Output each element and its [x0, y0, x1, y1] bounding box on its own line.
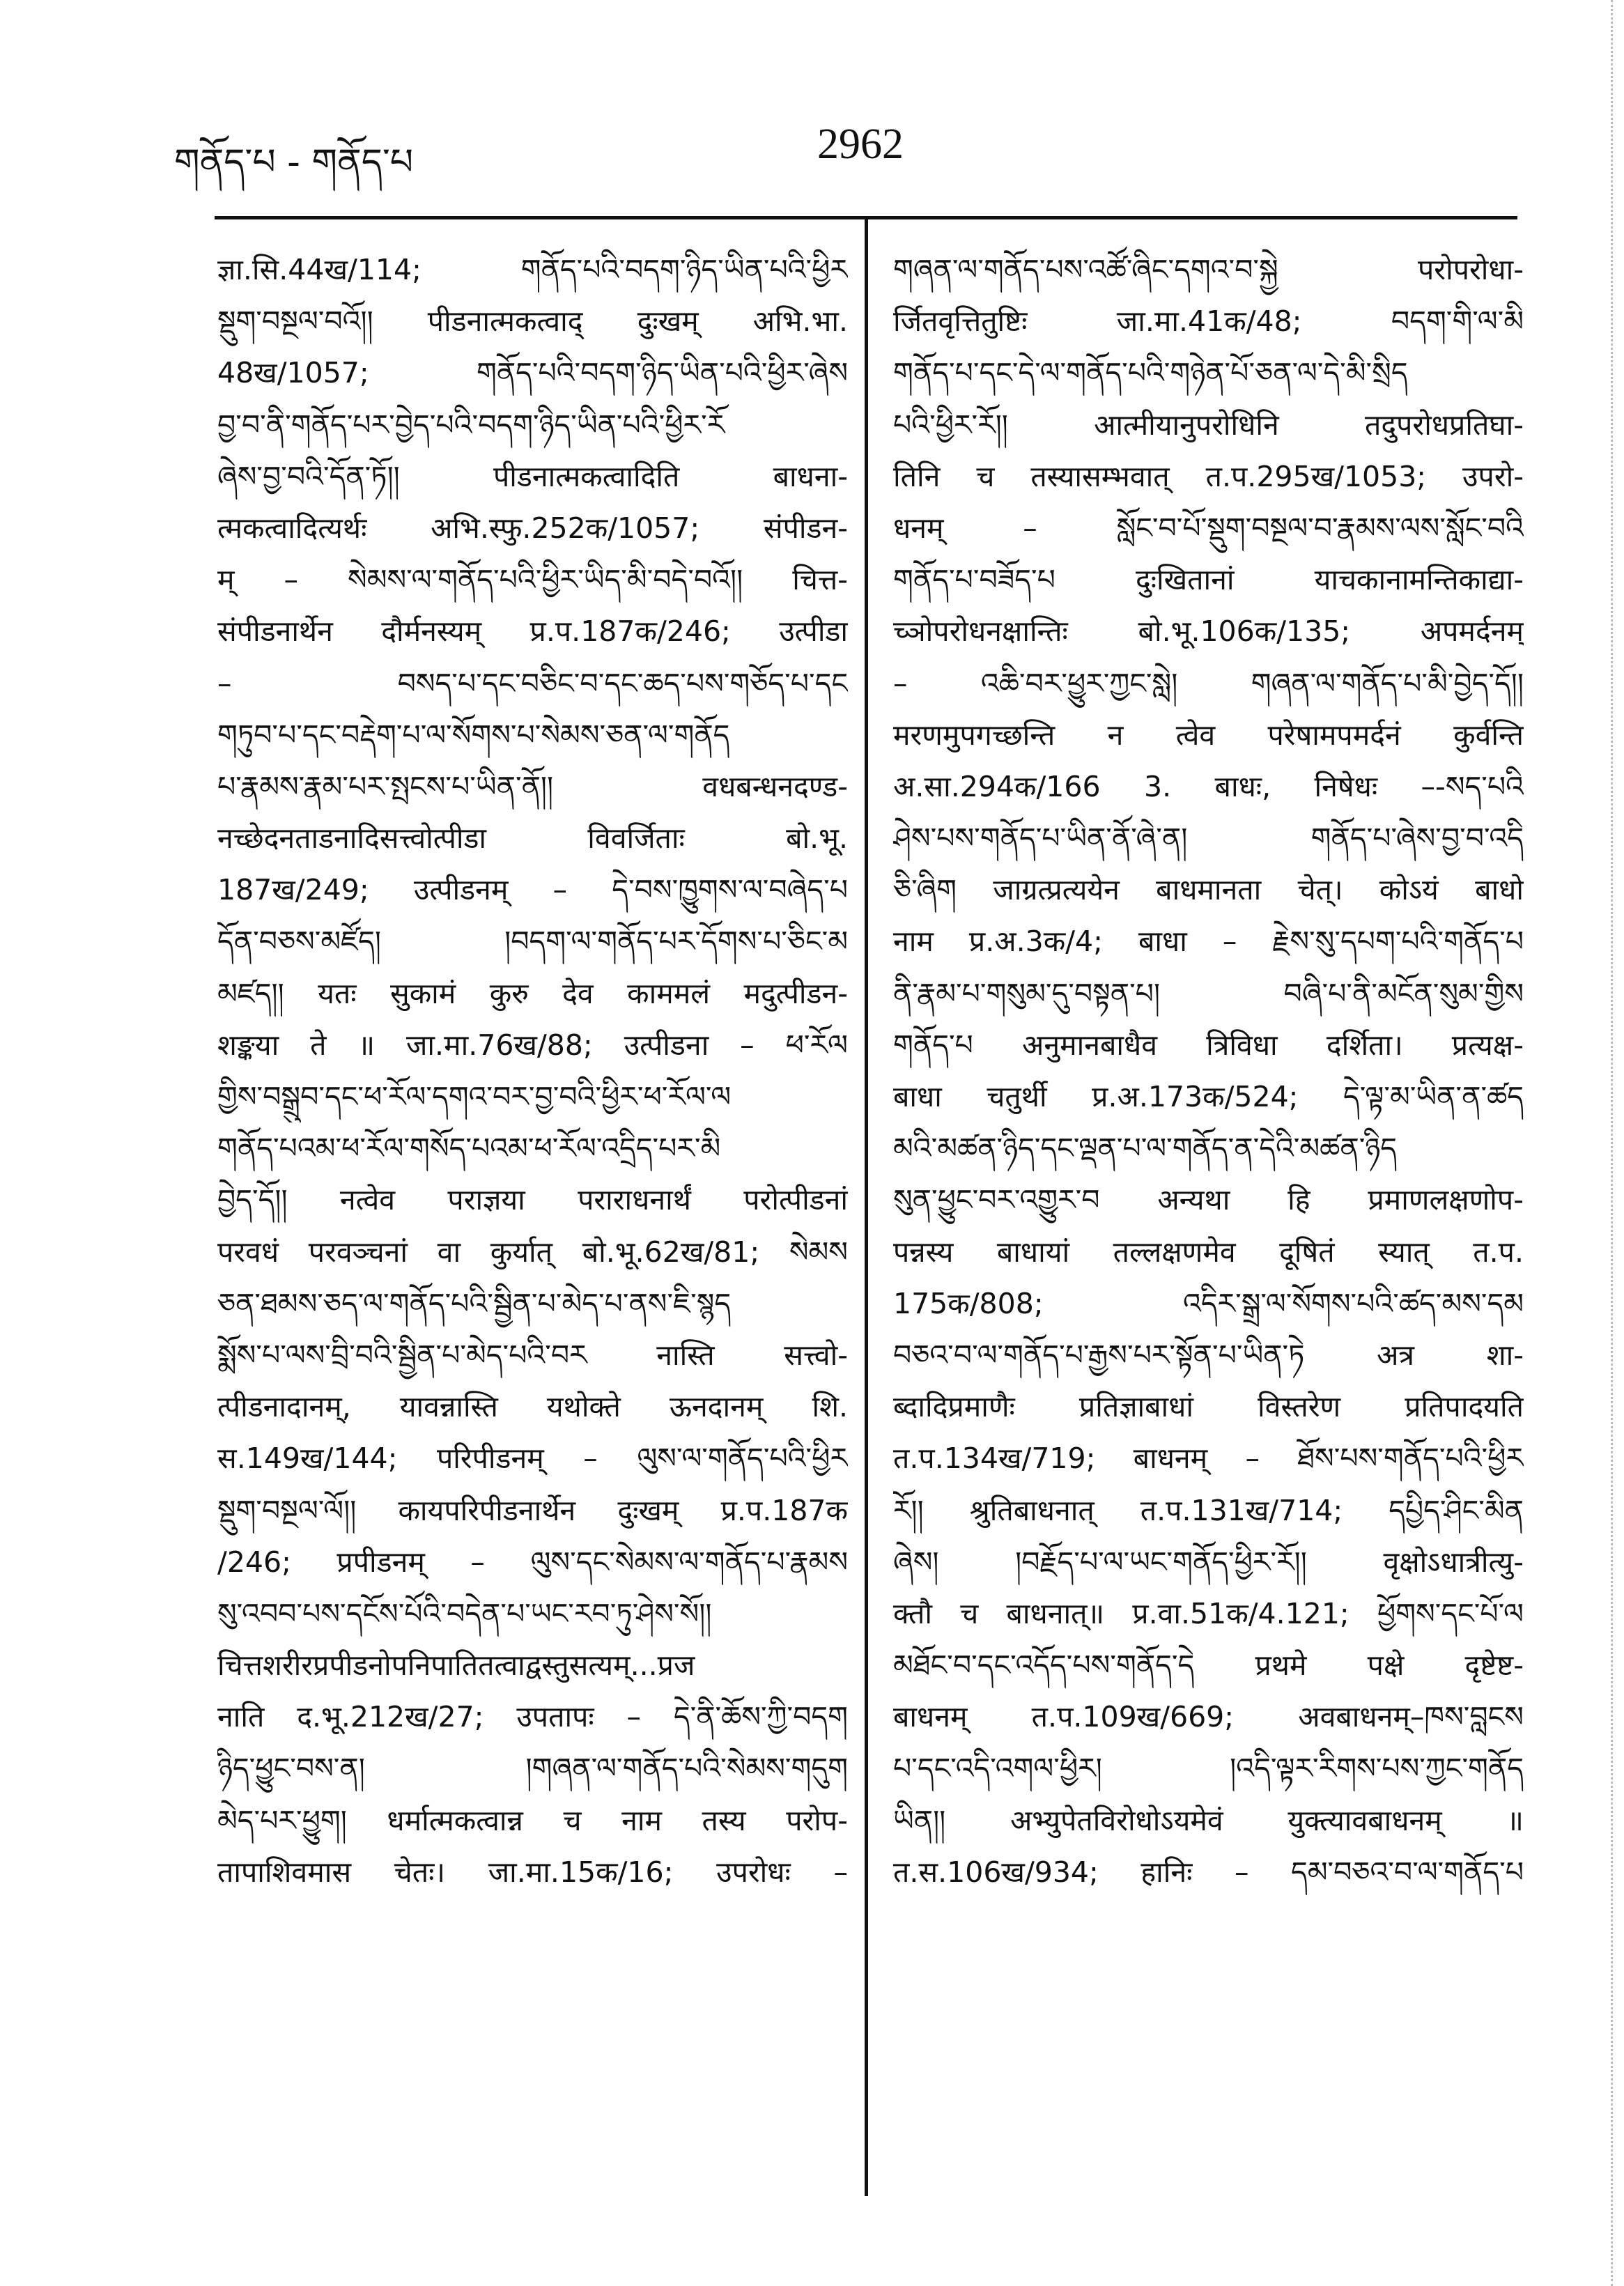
text-line: ཤེས་པས་གནོད་པ་ཡིན་ནོ་ཞེ་ན། གནོད་པ་ཞེས་བྱ་བ་འདི	[893, 821, 1524, 856]
text-line: 48ख/1057; གནོད་པའི་བདག་ཉིད་ཡིན་པའི་ཕྱིར་ཞེས	[217, 356, 848, 390]
text-line: གནོད་པ་དང་དེ་ལ་གནོད་པའི་གཉེན་པོ་ཅན་ལ་དེ་མི་སྲིད	[893, 356, 1408, 390]
text-line: /246; प्रपीडनम् – ལུས་དང་སེམས་ལ་གནོད་པ་རྣམས	[217, 1545, 848, 1579]
text-line: རོ།། श्रुतिबाधनात् त.प.131ख/714; དཔྱིད་ཤིང་མིན	[893, 1493, 1524, 1527]
text-line: པ་དང་འདི་འགལ་ཕྱིར། །འདི་ལྟར་རིགས་པས་ཀྱང་གནོད	[893, 1752, 1524, 1786]
text-line: त्पीडनादानम्, यावन्नास्ति यथोक्ते ऊनदानम् शि.	[217, 1390, 848, 1424]
text-line: मरणमुपगच्छन्ति न त्वेव परेषामपमर्दनं कुर्वन्ति	[893, 718, 1524, 752]
text-line: པ་རྣམས་རྣམ་པར་སྤངས་པ་ཡིན་ནོ།། वधबन्धनदण्ड-	[217, 769, 848, 803]
text-line: म् – སེམས་ལ་གནོད་པའི་ཕྱིར་ཡིད་མི་བདེ་བའོ།། चित्त-	[217, 563, 848, 597]
text-line: བཅའ་བ་ལ་གནོད་པ་རྒྱས་པར་སྟོན་པ་ཡིན་ཏེ अत्र शा-	[893, 1338, 1524, 1372]
text-line: ཅི་ཞིག जाग्रत्प्रत्ययेन बाधमानता चेत्। कोऽयं बाधो	[893, 873, 1524, 907]
text-line: གཞན་ལ་གནོད་པས་འཚོ་ཞིང་དགའ་བ་སྐྱེ परोपरोधा-	[893, 253, 1524, 286]
text-line: बाधा चतुर्थी प्र.अ.173क/524; དེ་ལྟ་མ་ཡིན་ན་ཚད	[893, 1080, 1524, 1113]
text-line: ཅན་ཐམས་ཅད་ལ་གནོད་པའི་སྦྱིན་པ་མེད་པ་ནས་ཇི་སྙད	[217, 1286, 732, 1320]
text-line: སུ་འབབ་པས་དངོས་པོའི་བདེན་པ་ཡང་རབ་ཏུ་ཤེས་སོ།།	[217, 1596, 712, 1630]
text-line: क्तौ च बाधनात्॥ प्र.वा.51क/4.121; ཕྱོགས་དང་པོ་ལ	[893, 1596, 1524, 1630]
text-line: नाति द.भू.212ख/27; उपतापः – དེ་ནི་ཆོས་ཀྱི་བདག	[217, 1700, 848, 1734]
text-line: स.149ख/144; परिपीडनम् – ལུས་ལ་གནོད་པའི་ཕྱིར	[217, 1442, 848, 1476]
text-line: མཐོང་བ་དང་འདོད་པས་གནོད་དེ प्रथमे पक्षे दृष्टेष्ट-	[893, 1648, 1524, 1683]
binding-edge	[1611, 0, 1613, 2286]
text-line: མཛད།། यतः सुकामं कुरु देव काममलं मदुत्पीडन-	[217, 976, 848, 1010]
text-line: परवधं परवञ्चनां वा कुर्यात् बो.भू.62ख/81; སེམས	[217, 1235, 848, 1269]
text-line: ཞེས་བྱ་བའི་དོན་ཏོ།། पीडनात्मकत्वादिति बाधना-	[217, 459, 848, 493]
page-number: 2962	[817, 121, 904, 168]
text-line: चित्तशरीरप्रपीडनोपनिपातितत्वाद्वस्तुसत्यम्...प्रज	[217, 1648, 695, 1683]
text-line: གནོད་པའམ་ཕ་རོལ་གསོད་པའམ་ཕ་རོལ་འདྲིད་པར་མི	[217, 1132, 721, 1166]
text-line: སྡུག་བསྔལ་ལོ།། कायपरिपीडनार्थेन दुःखम् प्र.प.187क	[217, 1493, 848, 1527]
text-line: ཡིན།། अभ्युपेतविरोधोऽयमेवं युक्त्यावबाधनम् ॥	[893, 1803, 1524, 1837]
text-line: བྱ་བ་ནི་གནོད་པར་བྱེད་པའི་བདག་ཉིད་ཡིན་པའི་ཕྱིར་རོ	[217, 408, 725, 442]
text-line: གྱིས་བསྒྲུབ་དང་ཕ་རོལ་དགའ་བར་བྱ་བའི་ཕྱིར་ཕ་རོལ་ལ	[217, 1080, 732, 1113]
text-line: 187ख/249; उत्पीडनम् – དེ་བས་ཁྱུགས་ལ་བཞེད་པ	[217, 873, 848, 907]
text-line: གཏུབ་པ་དང་བརྡེག་པ་ལ་སོགས་པ་སེམས་ཅན་ལ་གནོད	[217, 718, 730, 752]
text-line: ज्ञा.सि.44ख/114; གནོད་པའི་བདག་ཉིད་ཡིན་པའི་ཕྱིར	[217, 253, 848, 286]
text-line: པའི་ཕྱིར་རོ།། आत्मीयानुपरोधिनि तदुपरोधप्रतिघा-	[893, 408, 1524, 442]
text-line: तिनि च तस्यासम्भवात् त.प.295ख/1053; उपरो-	[893, 459, 1524, 493]
text-line: ཞེས། །བརྗོད་པ་ལ་ཡང་གནོད་ཕྱིར་རོ།། वृक्षोऽधात्रीत्यु-	[893, 1545, 1524, 1579]
text-line: अ.सा.294क/166 3. बाधः, निषेधः –-སད་པའི	[893, 769, 1524, 803]
text-line: नाम प्र.अ.3क/4; बाधा – རྗེས་སུ་དཔག་པའི་གནོད་པ	[893, 925, 1524, 959]
text-line: མེད་པར་ཕྱུག། धर्मात्मकत्वान्न च नाम तस्य परोप-	[217, 1803, 848, 1837]
text-line: བྱེད་དོ།། नत्वेव पराज्ञया पराराधनार्थं परोत्पीडनां	[217, 1183, 848, 1217]
text-line: མའི་མཚན་ཉིད་དང་ལྡན་པ་ལ་གནོད་ན་དེའི་མཚན་ཉིད	[893, 1132, 1397, 1166]
text-line: གནོད་པ अनुमानबाधैव त्रिविधा दर्शिता। प्रत्यक्ष-	[893, 1028, 1524, 1062]
text-line: नच्छेदनताडनादिसत्त्वोत्पीडा विवर्जिताः बो.भू.	[217, 821, 848, 856]
text-line: – བསད་པ་དང་བཅིང་བ་དང་ཆད་པས་གཅོད་པ་དང	[217, 666, 848, 700]
text-line: ब्दादिप्रमाणैः प्रतिज्ञाबाधां विस्तरेण प्रतिपादयति	[893, 1390, 1524, 1424]
running-headword: གནོད་པ - གནོད་པ	[174, 141, 414, 183]
text-line: र्जितवृत्तितुष्टिः जा.मा.41क/48; བདག་གི་ལ་མི	[893, 304, 1524, 339]
text-line: त्मकत्वादित्यर्थः अभि.स्फु.252क/1057; संपीडन-	[217, 511, 848, 545]
text-line: त.प.134ख/719; बाधनम् – ཐོས་པས་གནོད་པའི་ཕྱིར	[893, 1442, 1524, 1476]
text-line: སྨོས་པ་ལས་བྲི་བའི་སྦྱིན་པ་མེད་པའི་བར नास्ति सत्त्वो-	[217, 1338, 848, 1372]
text-line: धनम् – སློང་བ་པོ་སྡུག་བསྔལ་བ་རྣམས་ལས་སློང་བའི	[893, 511, 1524, 545]
text-line: पन्नस्य बाधायां तल्लक्षणमेव दूषितं स्यात् त.प.	[893, 1235, 1524, 1269]
text-line: དོན་བཅས་མཛོད། །བདག་ལ་གནོད་པར་དོགས་པ་ཅིང་མ	[217, 925, 848, 959]
text-line: ནི་རྣམ་པ་གསུམ་དུ་བསྟན་པ། བཞི་པ་ནི་མངོན་སུམ་གྱིས	[893, 976, 1524, 1010]
left-column	[217, 244, 848, 1898]
text-line: སུན་ཕྱུང་བར་འགྱུར་བ अन्यथा हि प्रमाणलक्षणोप-	[893, 1183, 1524, 1217]
text-line: तापाशिवमास चेतः। जा.मा.15क/16; उपरोधः –	[217, 1855, 848, 1889]
text-line: बाधनम् त.प.109ख/669; अवबाधनम्–ཁས་བླངས	[893, 1700, 1524, 1734]
text-line: – འཆི་བར་ཕྱུར་ཀྱང་སླེ། གཞན་ལ་གནོད་པ་མི་བྱེད་དོ།།	[893, 666, 1524, 700]
text-line: शङ्कया ते ॥ जा.मा.76ख/88; उत्पीडना – ཕ་རོལ	[217, 1028, 848, 1062]
column-divider	[865, 217, 868, 2196]
text-line: संपीडनार्थेन दौर्मनस्यम् प्र.प.187क/246; उत्पीडा	[217, 615, 848, 649]
text-line: གནོད་པ་བཟོད་པ दुःखितानां याचकानामन्तिकाद्या-	[893, 563, 1524, 597]
text-line: ཉིད་ཕྱུང་བས་ན། །གཞན་ལ་གནོད་པའི་སེམས་གདུག	[217, 1752, 848, 1786]
right-column	[893, 244, 1524, 1898]
text-line: སྡུག་བསྔལ་བའོ།། पीडनात्मकत्वाद् दुःखम् अभि.भा.	[217, 304, 848, 339]
text-line: च्ञोपरोधनक्षान्तिः बो.भू.106क/135; अपमर्दनम्	[893, 615, 1524, 649]
text-line: 175क/808; འདིར་སྒྲ་ལ་སོགས་པའི་ཚད་མས་དམ	[893, 1286, 1524, 1320]
text-line: त.स.106ख/934; हानिः – དམ་བཅའ་བ་ལ་གནོད་པ	[893, 1855, 1524, 1889]
